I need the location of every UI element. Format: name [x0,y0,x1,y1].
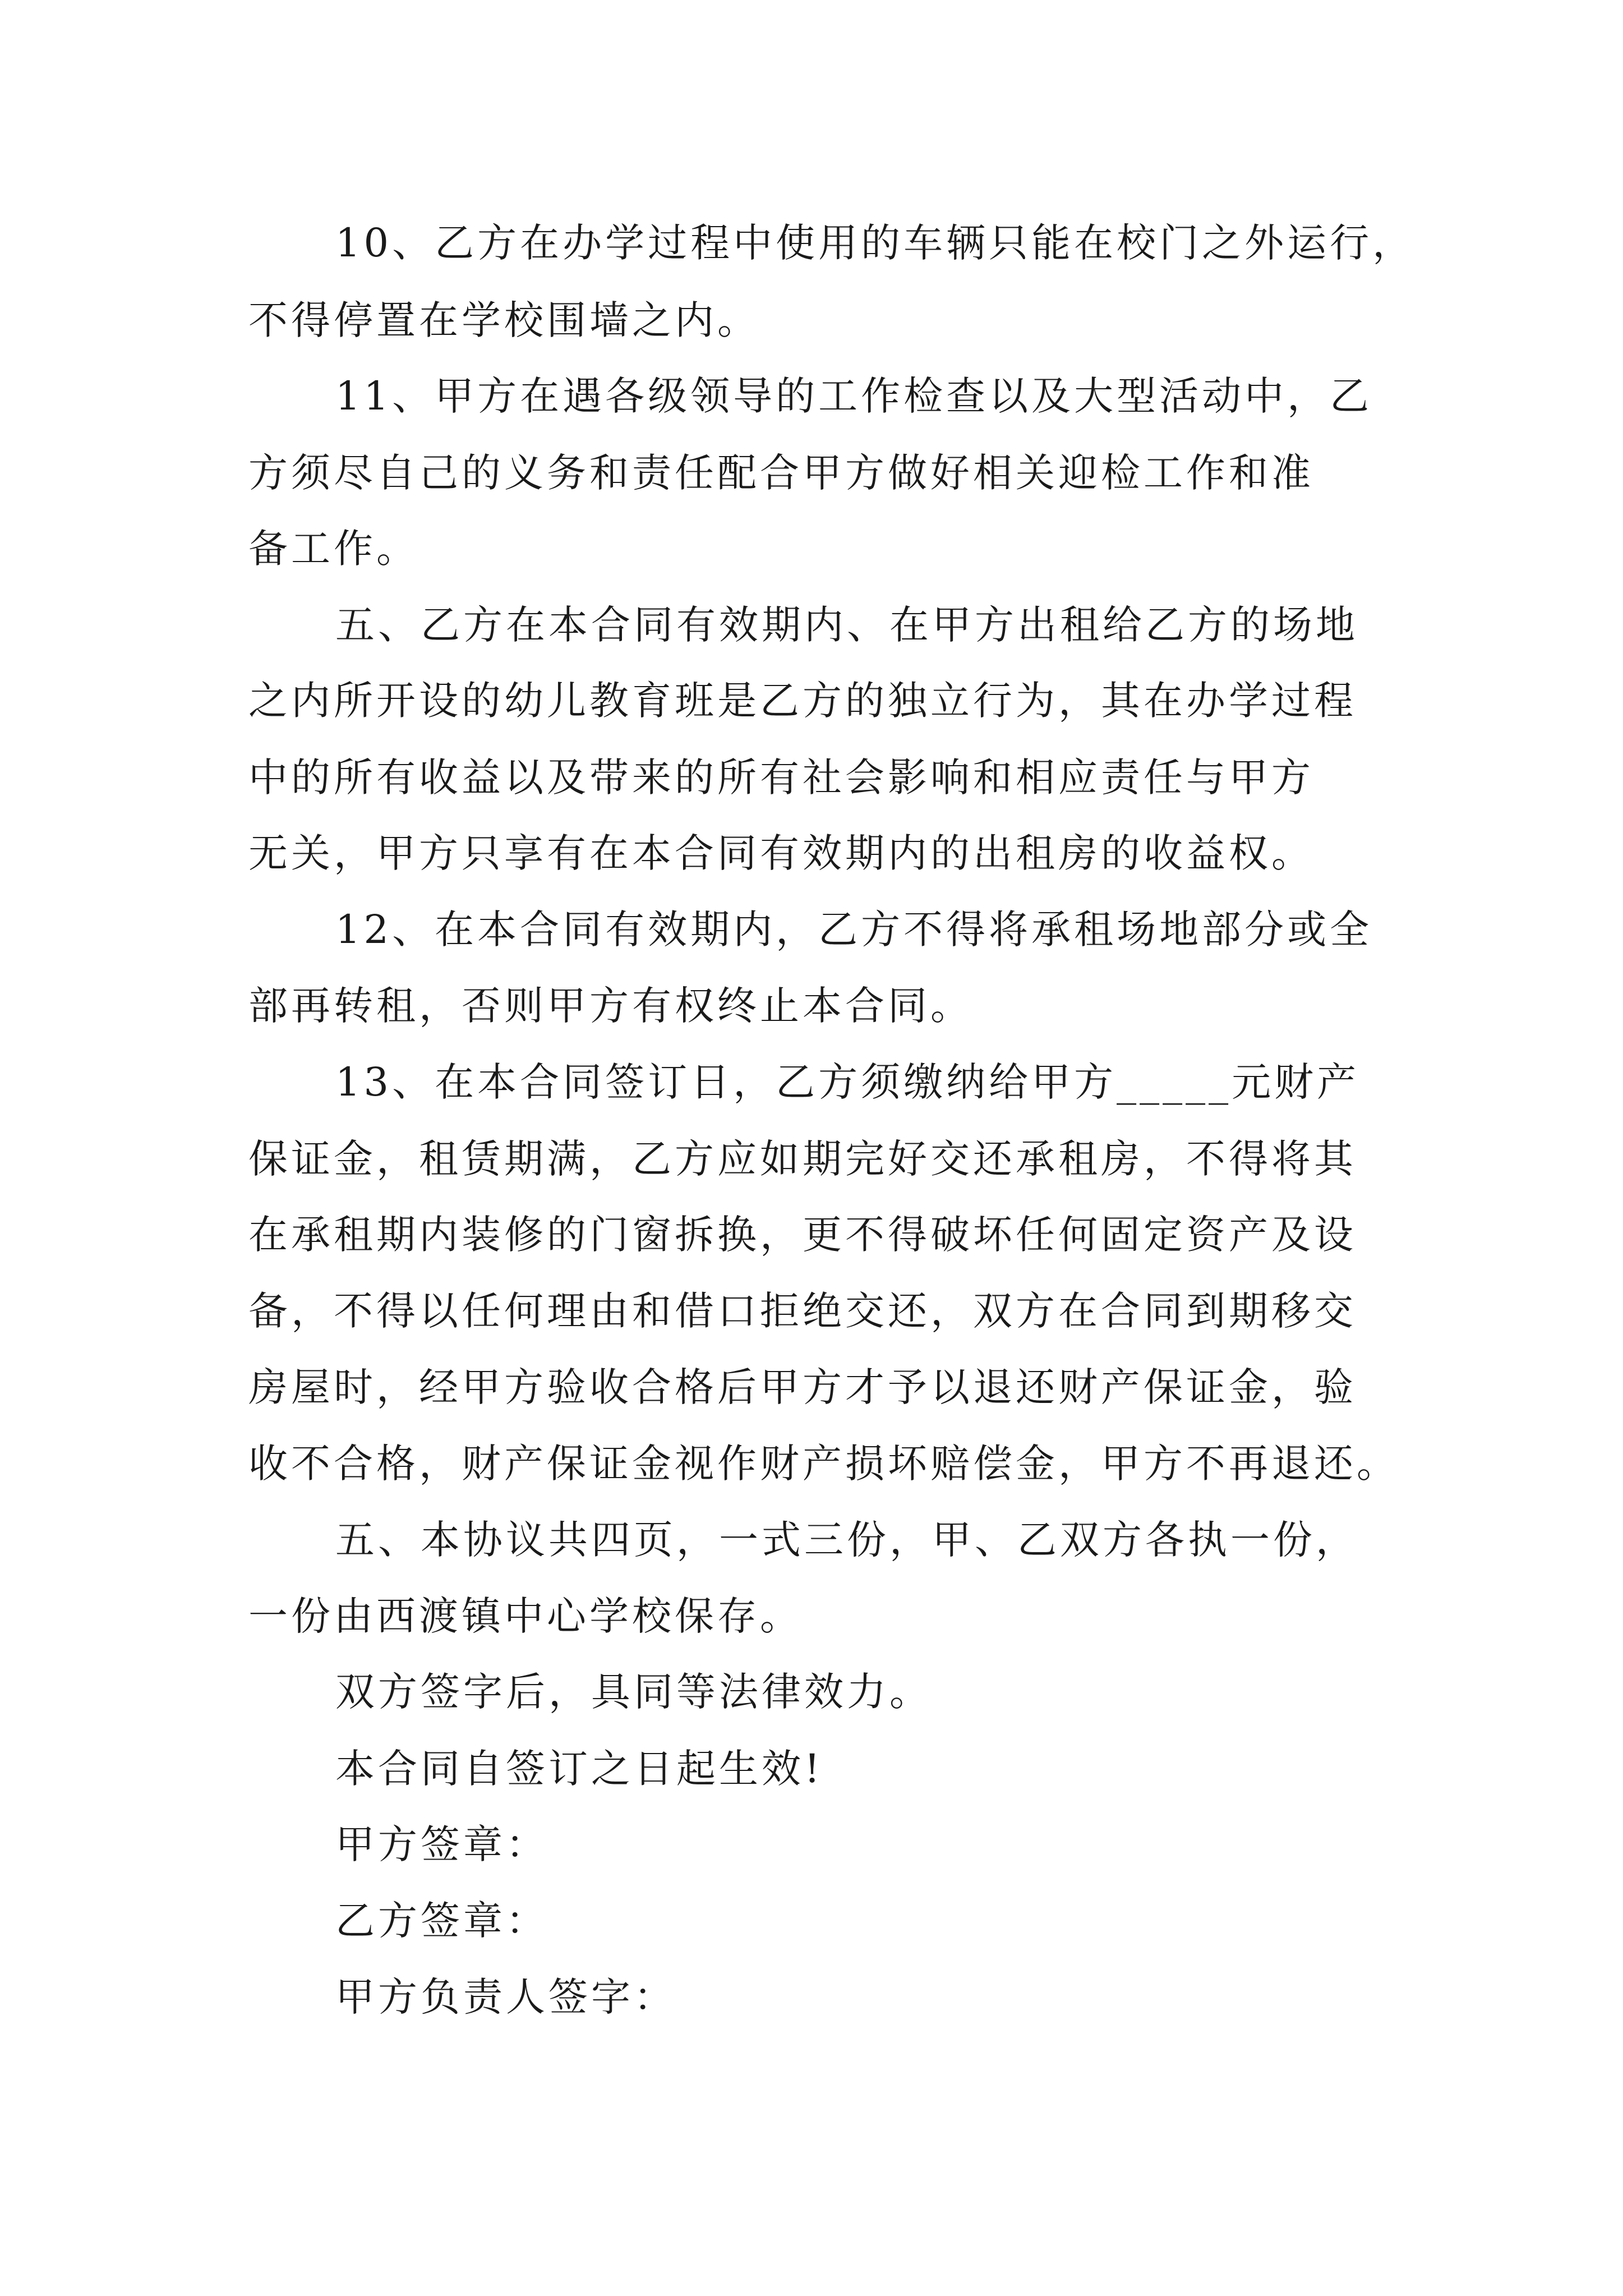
text-line: 房屋时，经甲方验收合格后甲方才予以退还财产保证金，验 [248,1364,1357,1410]
text-line: 不得停置在学校围墙之内。 [248,297,760,343]
text-line: 备工作。 [248,526,419,572]
text-line: 11、甲方在遇各级领导的工作检查以及大型活动中，乙 [335,373,1373,419]
text-line: 12、在本合同有效期内，乙方不得将承租场地部分或全 [335,907,1373,953]
text-line: 保证金，租赁期满，乙方应如期完好交还承租房，不得将其 [248,1136,1357,1182]
text-line: 10、乙方在办学过程中使用的车辆只能在校门之外运行， [335,220,1415,266]
text-line: 双方签字后，具同等法律效力。 [335,1669,932,1715]
text-line: 在承租期内装修的门窗拆换，更不得破坏任何固定资产及设 [248,1212,1357,1258]
party-a-representative-signature-label: 甲方负责人签字： [335,1974,676,2020]
party-a-seal-label: 甲方签章： [335,1821,548,1867]
party-b-seal-label: 乙方签章： [335,1898,548,1944]
text-line: 中的所有收益以及带来的所有社会影响和相应责任与甲方 [248,754,1314,800]
text-line: 五、乙方在本合同有效期内、在甲方出租给乙方的场地 [335,602,1358,648]
text-line: 备，不得以任何理由和借口拒绝交还，双方在合同到期移交 [248,1288,1357,1334]
text-line: 无关，甲方只享有在本合同有效期内的出租房的收益权。 [248,830,1314,876]
text-line: 13、在本合同签订日，乙方须缴纳给甲方_____元财产 [335,1059,1360,1105]
text-line: 一份由西渡镇中心学校保存。 [248,1593,803,1639]
text-line: 方须尽自己的义务和责任配合甲方做好相关迎检工作和准 [248,450,1314,496]
text-line: 收不合格，财产保证金视作财产损坏赔偿金，甲方不再退还。 [248,1441,1399,1487]
text-line: 部再转租，否则甲方有权终止本合同。 [248,983,973,1029]
text-line: 之内所开设的幼儿教育班是乙方的独立行为，其在办学过程 [248,678,1357,724]
text-line: 五、本协议共四页，一式三份，甲、乙双方各执一份， [335,1517,1358,1563]
text-line: 本合同自签订之日起生效! [335,1746,824,1792]
